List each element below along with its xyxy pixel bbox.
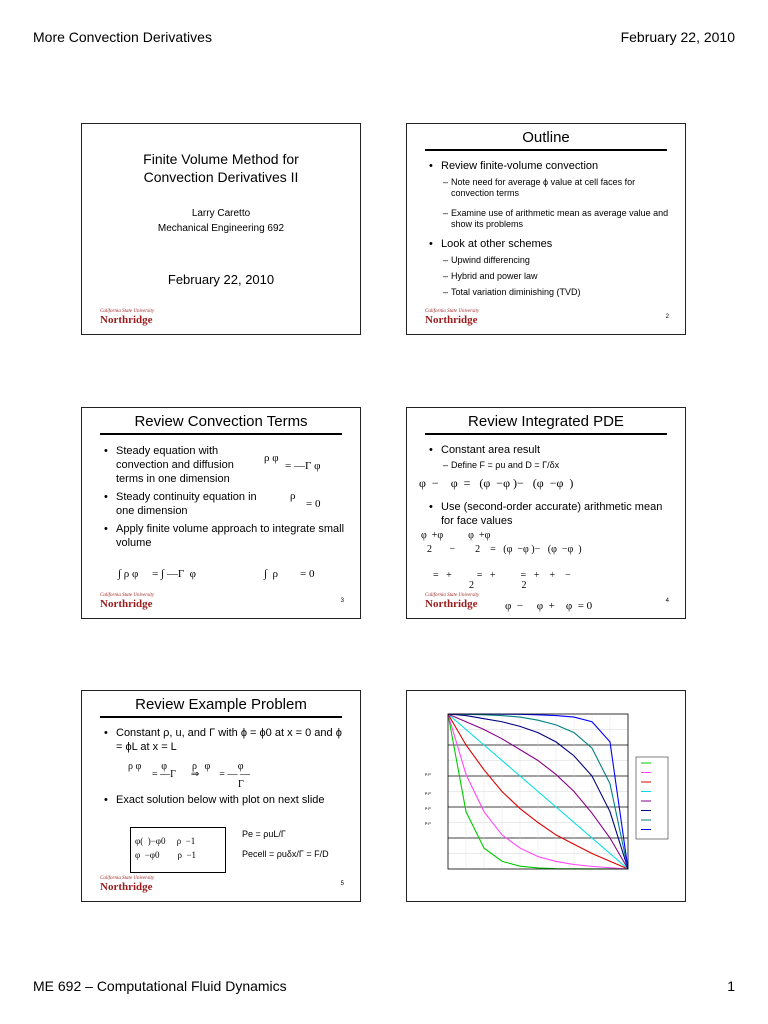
slide-4 [406,407,686,619]
slide-5 [81,690,361,902]
slide-title [82,150,360,186]
page-number: 1 [727,978,735,994]
bullet: • Look at other schemes [429,238,553,250]
y-axis-label: μ,ρ [425,805,431,810]
slide-title: Review Convection Terms [100,413,342,435]
equation: = 0 [306,498,321,510]
slide-date: February 22, 2010 [167,272,275,287]
slide-2 [406,123,686,335]
slide-number: 3 [340,598,344,604]
y-axis-label: μ,ρ [425,790,431,795]
equation: φ +φ φ +φ [421,530,491,541]
document-date: February 22, 2010 [620,29,735,45]
equation: = + = + = + + − [433,570,571,581]
slide-title: Review Example Problem [100,696,342,718]
equation: φ − φ = (φ −φ )− (φ −φ ) [419,476,574,490]
csun-logo: California State University Northridge [425,309,480,326]
slide-number: 4 [665,598,669,604]
peclet-number: Pe = ρuL/Γ [242,829,286,839]
y-axis-labels [425,771,431,825]
sub-bullet: – Total variation diminishing (TVD) [443,287,581,297]
slide-number: 5 [340,881,344,887]
sub-bullet: – Examine use of arithmetic mean as average value and show its problems [443,208,669,229]
y-axis-label: μ,ρ [425,820,431,825]
bullet: • Constant ρ, u, and Γ with ϕ = ϕ0 at x = 0 and ϕ = ϕL at x = L [104,727,342,753]
sub-bullet: – Note need for average ϕ value at cell faces for convection terms [443,177,636,198]
slide-1 [81,123,361,335]
bullet: • Exact solution below with plot on next slide [104,794,325,806]
exact-solution-equation: φ( )−φ0 ρ −1 φ −φ0 ρ −1 [130,827,226,873]
page-header [33,29,735,49]
sub-bullet: – Define F = ρu and D = Γ/δx [443,460,560,470]
csun-logo: California State University Northridge [425,593,480,610]
title-line-1: Finite Volume Method for [143,151,299,167]
slide-3 [81,407,361,619]
equation: Γ [238,779,244,790]
legend-box [636,757,668,839]
csun-logo: California State University Northridge [100,309,155,326]
title-line-2: Convection Derivatives II [143,169,299,185]
equation: = —Γ ⇒ = — — [152,769,250,780]
page-footer [33,978,735,998]
document-title: More Convection Derivatives [33,29,212,45]
slide-title: Review Integrated PDE [425,413,667,435]
csun-logo: California State University Northridge [100,876,155,893]
equation: = —Γ φ [285,460,321,472]
bullet: • Constant area result [429,444,541,456]
bullet: • Apply finite volume approach to integrate small volume [104,523,345,549]
equation: ∫ ρ φ = ∫ —Γ φ [118,568,197,580]
author-block [82,206,360,236]
slide-number: 2 [665,314,669,320]
csun-logo: California State University Northridge [100,593,155,610]
bullet: • Review finite-volume convection [429,160,599,172]
cell-peclet-number: Pecell = ρuδx/Γ = F/D [242,849,329,859]
exact-solution-chart [407,691,686,902]
sub-bullet: – Upwind differencing [443,255,530,265]
equation: ρ φ [264,452,279,464]
slide-6 [406,690,686,902]
bullet: • Steady equation with convection and diffusion terms in one dimension [104,445,234,485]
equation: φ − φ + φ = 0 [505,600,593,612]
equation: ρ [290,490,296,502]
department: Mechanical Engineering 692 [157,223,285,234]
chart-legend [636,757,668,839]
author-name: Larry Caretto [191,208,251,219]
y-axis-label: μ,ρ [425,771,431,776]
equation: 2 − 2 = (φ −φ )− (φ −φ ) [427,544,582,555]
bullet: • Steady continuity equation in one dimension [104,491,257,517]
equation: 2 2 [469,580,527,591]
bullet: • Use (second-order accurate) arithmetic mean for face values [429,501,663,527]
course-title: ME 692 – Computational Fluid Dynamics [33,978,287,994]
slide-title: Outline [425,129,667,151]
sub-bullet: – Hybrid and power law [443,271,538,281]
equation: ∫ ρ = 0 [264,568,315,580]
equation: ρ φ φ ρ φ φ [128,761,244,772]
